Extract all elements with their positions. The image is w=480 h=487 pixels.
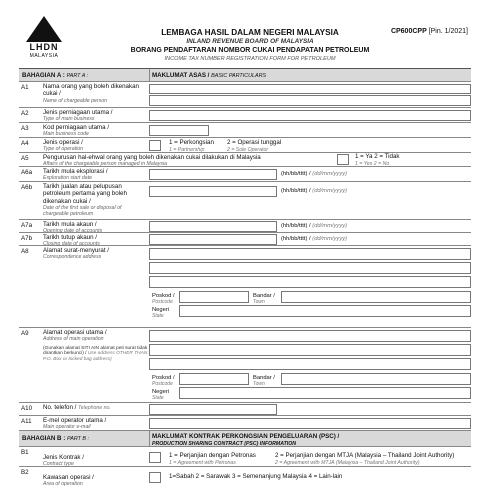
row-a8: [19, 246, 471, 328]
contract-type-box[interactable]: [149, 452, 161, 463]
row-number: B1: [21, 449, 29, 456]
part-a-section: MAKLUMAT ASAS / BASIC PARTICULARS: [152, 72, 267, 79]
phone-field[interactable]: [149, 404, 277, 415]
operation-type-box[interactable]: [149, 140, 161, 151]
row-b1: [19, 447, 471, 467]
row-number: A3: [21, 125, 29, 132]
accounts-close-date-field[interactable]: [149, 234, 277, 245]
row-label: E-mel operator utama / Main operator e-mail: [43, 417, 107, 431]
row-label: Pengurusan hal-ehwal orang yang boleh dikenakan cukai dilakukan di Malaysia Affairs of the chargeable person managed in Malaysia: [43, 154, 261, 168]
row-label: Tarikh mula akaun / Opening date of accounts: [43, 221, 103, 235]
row-label: Alamat surat-menyurat / Correspondence address: [43, 247, 110, 261]
lhdn-logo: [22, 16, 66, 60]
operation-option-1: 1 = Perkongsian 1 = Partnership: [169, 139, 214, 153]
part-b-header: [19, 431, 471, 447]
managed-in-malaysia-box[interactable]: [337, 154, 349, 165]
contract-option-1: 1 = Perjanjian dengan Petronas 1 = Agreement with Petronas: [169, 452, 256, 466]
row-a6a: [19, 167, 471, 182]
row-label: Jenis perniagaan utama / Type of main business: [43, 109, 113, 123]
row-label: Jenis Kontrak / Contract type: [43, 454, 84, 468]
row-b2: [19, 467, 471, 487]
row-a2: [19, 108, 471, 123]
row-label: Tarikh tutup akaun / Closing date of accounts: [43, 234, 100, 248]
date-format: (hh/bb/tttt) / (dd/mm/yyyy): [281, 236, 348, 242]
town-label: Bandar / Town: [253, 293, 275, 305]
op-address-line-1[interactable]: [149, 330, 471, 342]
row-number: A7b: [21, 235, 33, 242]
business-code-field[interactable]: [149, 125, 209, 136]
row-a7a: [19, 220, 471, 233]
row-number: A11: [21, 418, 32, 425]
form-grid: [19, 68, 471, 487]
accounts-open-date-field[interactable]: [149, 221, 277, 232]
op-state-field[interactable]: [179, 387, 471, 399]
date-format: (hh/bb/tttt) / (dd/mm/yyyy): [281, 171, 348, 177]
address-line-1[interactable]: [149, 248, 471, 260]
row-a9: [19, 328, 471, 403]
address-line-3[interactable]: [149, 276, 471, 288]
logo-triangle-icon: [26, 16, 62, 42]
address-line-2[interactable]: [149, 262, 471, 274]
operation-area-options: 1=Sabah 2 = Sarawak 3 = Semenanjung Malaysia 4 = Lain-lain: [169, 473, 343, 480]
row-label: Tarikh mula eksplorasi / Exploration start date: [43, 168, 108, 182]
date-format: (hh/bb/tttt) / (dd/mm/yyyy): [281, 188, 348, 194]
form-header: [0, 0, 480, 66]
agency-title: LEMBAGA HASIL DALAM NEGERI MALAYSIA: [161, 28, 339, 37]
form-code: CP600CPP [Pin. 1/2021]: [390, 28, 468, 35]
op-address-line-3[interactable]: [149, 358, 471, 370]
business-type-field[interactable]: [149, 110, 471, 121]
row-label: Alamat operasi utama / Address of main operation: [43, 329, 107, 343]
name-field[interactable]: [149, 84, 471, 94]
managed-options: 1 = Ya 2 = Tidak 1 = Yes 2 = No: [355, 153, 400, 167]
first-sale-date-field[interactable]: [149, 186, 277, 197]
row-a3: [19, 123, 471, 138]
row-number: A7a: [21, 222, 33, 229]
row-number: A8: [21, 248, 29, 255]
row-label: No. telefon / Telephone no.: [43, 404, 111, 411]
operation-area-box[interactable]: [149, 472, 161, 483]
postcode-label: Poskod / Postcode: [152, 293, 175, 305]
row-label: Jenis operasi / Type of operation: [43, 139, 83, 153]
address-note: (Gunakan alamat SITI AIN alamat peti surat tidak dirantkan berkunci) / Use address OTHER THAN P.O. Box or locked bag address): [43, 346, 148, 362]
row-a11: [19, 416, 471, 431]
state-field[interactable]: [179, 305, 471, 317]
op-postcode-field[interactable]: [179, 373, 249, 385]
town-label: Bandar / Town: [253, 375, 275, 387]
row-number: A6b: [21, 184, 33, 191]
row-number: A9: [21, 330, 29, 337]
part-a-header: [19, 69, 471, 82]
row-a1: [19, 82, 471, 108]
agency-subtitle: INLAND REVENUE BOARD OF MALAYSIA: [186, 38, 314, 45]
email-field[interactable]: [149, 418, 471, 429]
state-label: Negeri State: [152, 307, 170, 319]
town-field[interactable]: [281, 291, 471, 303]
op-town-field[interactable]: [281, 373, 471, 385]
postcode-field[interactable]: [179, 291, 249, 303]
form-subtitle: INCOME TAX NUMBER REGISTRATION FORM FOR PETROLEUM: [164, 56, 336, 62]
row-label: Kawasan operasi / Area of operation: [43, 474, 94, 487]
exploration-date-field[interactable]: [149, 169, 277, 180]
row-label: Kod perniagaan utama / Main business code: [43, 124, 110, 138]
row-a6b: [19, 182, 471, 220]
row-label: Nama orang yang boleh dikenakan cukai / Name of chargeable person: [43, 83, 139, 104]
contract-option-2: 2 = Perjanjian dengan MTJA (Malaysia – Thailand Joint Authority) 2 = Agreement with MTJA (Malaysia – Thailand Joint Authority): [275, 452, 455, 466]
part-b-title: BAHAGIAN B : PART B :: [22, 435, 90, 442]
row-a7b: [19, 233, 471, 246]
row-number: A10: [21, 405, 33, 412]
row-a10: [19, 403, 471, 416]
row-a5: [19, 153, 471, 167]
name-field-line2[interactable]: [149, 95, 471, 106]
row-a4: [19, 138, 471, 153]
row-label: Tarikh jualan atau pelupusan petroleum pertama yang boleh dikenakan cukai / Date of the first sale or disposal of chargeable petroleum: [43, 183, 127, 218]
logo-text: LHDN: [29, 42, 59, 52]
part-a-title: BAHAGIAN A : PART A :: [22, 72, 89, 79]
logo-subtext: MALAYSIA: [29, 53, 59, 59]
state-label: Negeri State: [152, 389, 170, 401]
row-number: A1: [21, 84, 29, 91]
part-b-section: MAKLUMAT KONTRAK PERKONGSIAN PENGELUARAN (PSC) / PRODUCTION SHARING CONTRACT (PSC) INFORMATION: [152, 433, 340, 447]
row-number: B2: [21, 469, 29, 476]
date-format: (hh/bb/tttt) / (dd/mm/yyyy): [281, 223, 348, 229]
row-number: A4: [21, 140, 29, 147]
op-address-line-2[interactable]: [149, 344, 471, 356]
row-number: A6a: [21, 169, 33, 176]
row-number: A5: [21, 155, 29, 162]
operation-option-2: 2 = Operasi tunggal 2 = Sole Operator: [227, 139, 282, 153]
row-number: A2: [21, 110, 29, 117]
postcode-label: Poskod / Postcode: [152, 375, 175, 387]
form-title: BORANG PENDAFTARAN NOMBOR CUKAI PENDAPATAN PETROLEUM: [130, 47, 370, 54]
